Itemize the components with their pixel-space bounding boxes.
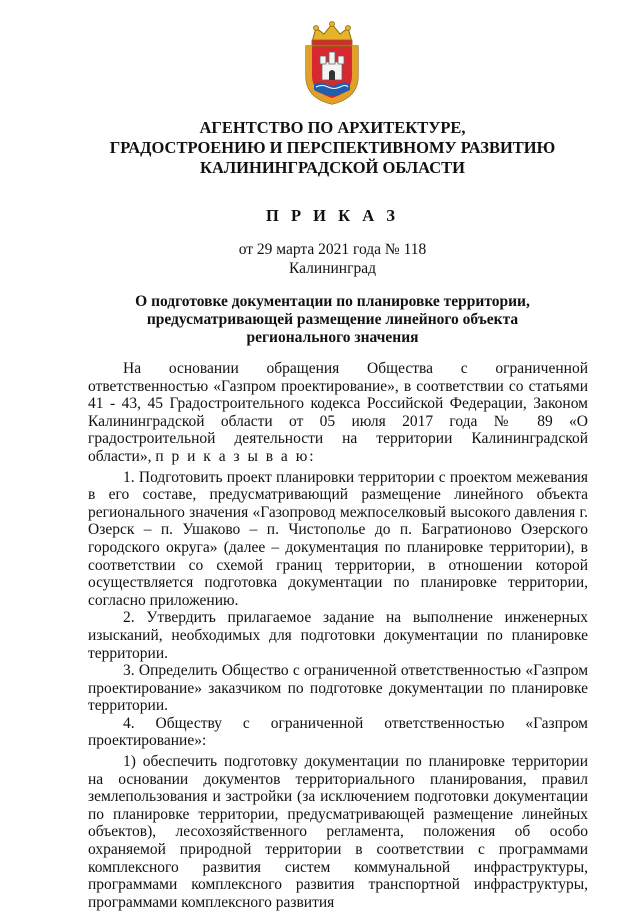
preamble-text: На основании обращения Общества с ограниченной ответственностью «Газпром проектирование», в соответствии со статьями 41 - 43, 45 Градостроительного кодекса Российской Федерации, Законом Калининградской области от 05 июля 2017 года № 89 «О градостроительной деятельности на территории Калининградской области», — [88, 360, 588, 465]
order-word: п р и к а з ы в а ю: — [155, 447, 316, 465]
document-title — [60, 293, 605, 347]
document-type: П Р И К А З — [266, 206, 399, 225]
date-block — [0, 240, 640, 278]
order-item: 2. Утвердить прилагаемое задание на выполнение инженерных изысканий, необходимых для подготовки документации по планировке территории. — [88, 609, 588, 662]
agency-name-line: КАЛИНИНГРАДСКОЙ ОБЛАСТИ — [200, 158, 465, 177]
agency-name-line: ГРАДОСТРОЕНИЮ И ПЕРСПЕКТИВНОМУ РАЗВИТИЮ — [109, 138, 556, 157]
agency-name — [60, 118, 605, 178]
title-line: предусматривающей размещение линейного объекта — [146, 311, 519, 328]
preamble-paragraph — [88, 360, 588, 466]
order-item: 1. Подготовить проект планировки территории с проектом межевания в его составе, предусматривающий размещение линейного объекта регионального значения «Газопровод межпоселковый высокого давления г. Озерск – п. Ушаково – п. Чистополье до п. Багратионово Озерского городского округа» (далее – документация по планировке территории), в соответствии со схемой границ территории, в отношении которой осуществляется подготовка документации по планировке территории, согласно приложению. — [88, 468, 588, 609]
order-item: 3. Определить Общество с ограниченной ответственностью «Газпром проектирование» заказчиком по подготовке документации по планировке территории. — [88, 662, 588, 715]
order-subitem: 1) обеспечить подготовку документации по планировке территории на основании документов территориального планирования, правил землепользования и застройки (за исключением подготовки документации по планировке территории, предусматривающей размещение линейных объектов), лесохозяйственного регламента, положения об особо охраняемой природной территории в соответствии с программами комплексного развития систем коммунальной инфраструктуры, программами комплексного развития транспортной инфраструктуры, программами комплексного развития — [88, 753, 588, 911]
document-body — [88, 360, 588, 914]
agency-name-line: АГЕНТСТВО ПО АРХИТЕКТУРЕ, — [199, 118, 466, 137]
order-item: 4. Обществу с ограниченной ответственностью «Газпром проектирование»: — [88, 714, 588, 750]
title-line: регионального значения — [246, 329, 419, 346]
coat-of-arms-icon — [298, 20, 366, 106]
document-city: Калининград — [289, 260, 376, 277]
document-date: от 29 марта 2021 года № 118 — [238, 241, 427, 258]
title-line: О подготовке документации по планировке территории, — [135, 293, 530, 310]
